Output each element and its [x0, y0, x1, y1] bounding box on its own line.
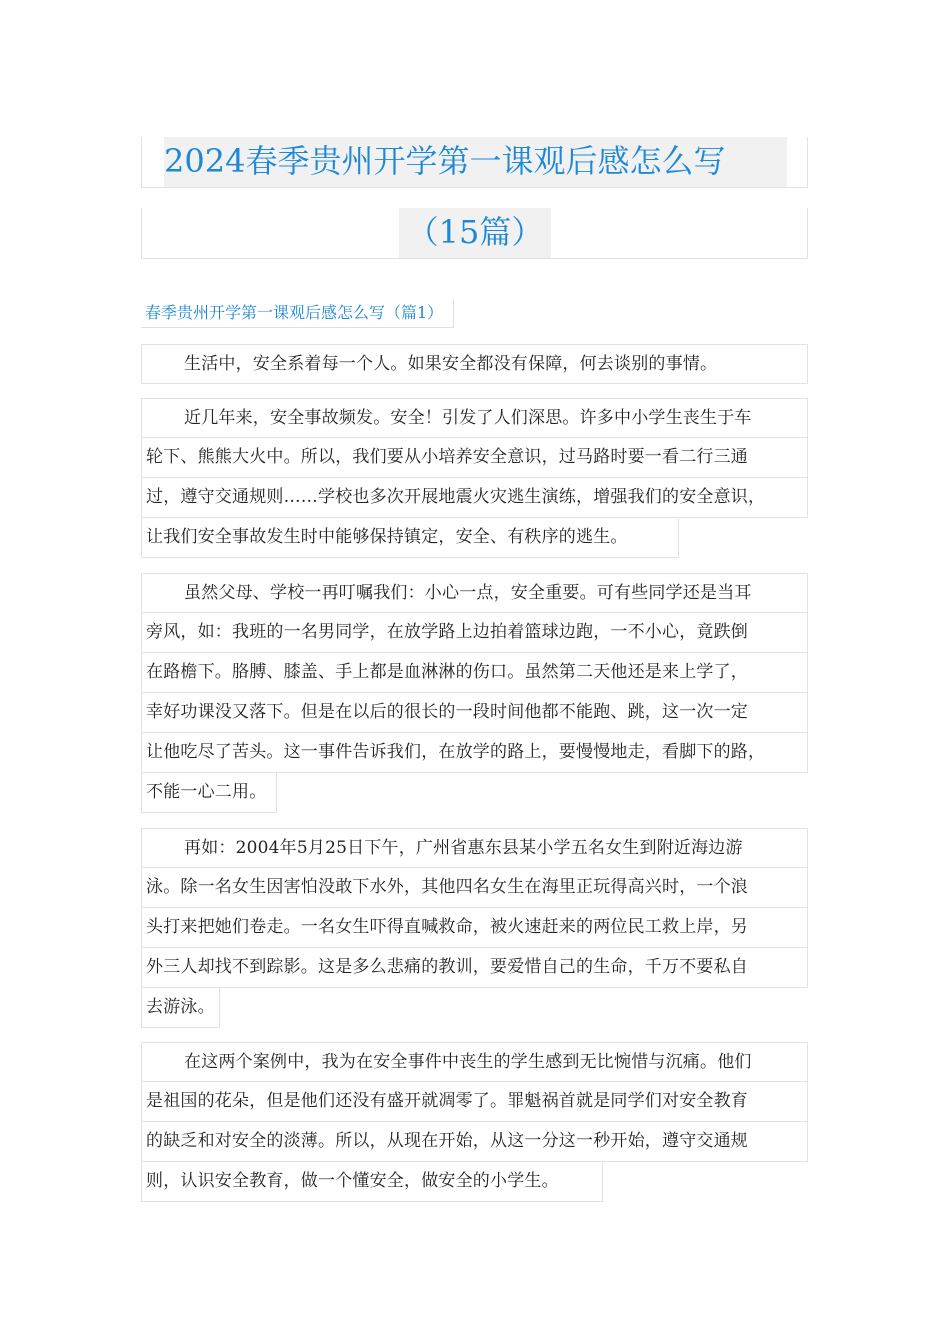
paragraph-line: 外三人却找不到踪影。这是多么悲痛的教训，要爱惜自己的生命，千万不要私自	[141, 948, 808, 988]
paragraph-4	[141, 828, 808, 1028]
paragraph-line: 近几年来，安全事故频发。安全！引发了人们深思。许多中小学生丧生于车	[141, 398, 808, 438]
paragraph-3	[141, 573, 808, 813]
paragraph-line: 是祖国的花朵，但是他们还没有盛开就凋零了。罪魁祸首就是同学们对安全教育	[141, 1082, 808, 1122]
paragraph-line: 在路檐下。胳膊、膝盖、手上都是血淋淋的伤口。虽然第二天他还是来上学了，	[141, 653, 808, 693]
paragraph-line: 泳。除一名女生因害怕没敢下水外，其他四名女生在海里正玩得高兴时，一个浪	[141, 868, 808, 908]
paragraph-line: 让我们安全事故发生时中能够保持镇定，安全、有秩序的逃生。	[141, 518, 679, 558]
paragraph-line: 不能一心二用。	[141, 773, 277, 813]
document-title: 2024春季贵州开学第一课观后感怎么写	[164, 137, 787, 187]
title-line-1-box	[141, 137, 808, 188]
paragraph-line: 虽然父母、学校一再叮嘱我们：小心一点，安全重要。可有些同学还是当耳	[141, 573, 808, 613]
title-line-2-box	[141, 208, 808, 259]
paragraph-5	[141, 1042, 808, 1202]
paragraph-line: 生活中，安全系着每一个人。如果安全都没有保障，何去谈别的事情。	[141, 344, 808, 384]
paragraph-line: 去游泳。	[141, 988, 220, 1028]
paragraph-1	[141, 344, 808, 384]
document-subtitle: （15篇）	[399, 208, 551, 258]
paragraph-line: 在这两个案例中，我为在安全事件中丧生的学生感到无比惋惜与沉痛。他们	[141, 1042, 808, 1082]
paragraph-line: 幸好功课没又落下。但是在以后的很长的一段时间他都不能跑、跳，这一次一定	[141, 693, 808, 733]
paragraph-line: 则，认识安全教育，做一个懂安全，做安全的小学生。	[141, 1162, 603, 1202]
paragraph-line: 轮下、熊熊大火中。所以，我们要从小培养安全意识，过马路时要一看二行三通	[141, 438, 808, 478]
paragraph-line: 过，遵守交通规则……学校也多次开展地震火灾逃生演练，增强我们的安全意识，	[141, 478, 808, 518]
section-heading: 春季贵州开学第一课观后感怎么写（篇1）	[141, 299, 454, 328]
paragraph-line: 头打来把她们卷走。一名女生吓得直喊救命，被火速赶来的两位民工救上岸，另	[141, 908, 808, 948]
paragraph-line: 旁风，如：我班的一名男同学，在放学路上边拍着篮球边跑，一不小心，竟跌倒	[141, 613, 808, 653]
paragraph-line: 让他吃尽了苦头。这一事件告诉我们，在放学的路上，要慢慢地走，看脚下的路，	[141, 733, 808, 773]
paragraph-line: 的缺乏和对安全的淡薄。所以，从现在开始，从这一分这一秒开始，遵守交通规	[141, 1122, 808, 1162]
paragraph-line: 再如：2004年5月25日下午，广州省惠东县某小学五名女生到附近海边游	[141, 828, 808, 868]
paragraph-2	[141, 398, 808, 558]
